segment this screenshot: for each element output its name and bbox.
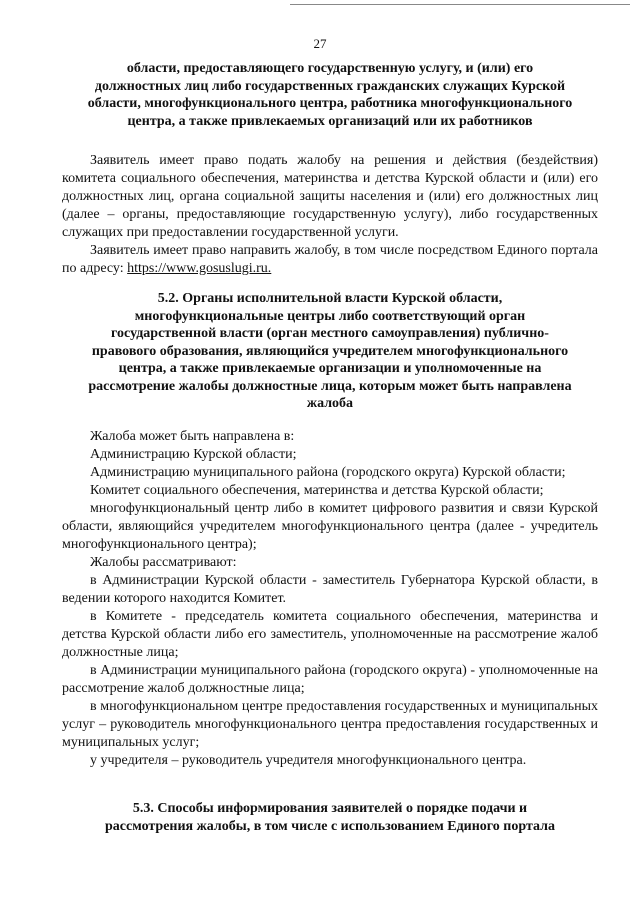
complaint-recipients-section xyxy=(62,428,598,770)
paragraph: многофункциональный центр либо в комитет цифрового развития и связи Курской области, являющийся учредителем многофункционального центра (далее - учредитель многофункционального центра); xyxy=(62,501,598,552)
heading-line: государственной власти (орган местного самоуправления) публично- xyxy=(111,326,549,341)
portal-link[interactable]: https://www.gosuslugi.ru. xyxy=(127,261,272,276)
paragraph: в многофункциональном центре предоставления государственных и муниципальных услуг – руководитель многофункционального центра предоставления государственных и муниципальных услуг; xyxy=(62,699,598,750)
complaint-right-section xyxy=(62,152,598,278)
paragraph xyxy=(62,242,598,278)
heading-line: жалоба xyxy=(306,396,354,411)
paragraph: Администрацию Курской области; xyxy=(90,447,297,462)
paragraph: в Администрации Курской области - заместитель Губернатора Курской области, в ведении которого находится Комитет. xyxy=(62,573,598,606)
heading-line: правового образования, являющийся учредителем многофункционального xyxy=(91,343,569,359)
page-number: 27 xyxy=(313,36,327,51)
paragraph: в Комитете - председатель комитета социального обеспечения, материнства и детства Курской области либо его заместитель, уполномоченные на рассмотрение жалоб должностные лица; xyxy=(62,609,598,660)
heading-line: центра, а также привлекаемых организаций или их работников xyxy=(127,113,533,129)
heading-line: центра, а также привлекаемые организации и уполномоченные на xyxy=(118,361,542,376)
heading-line: должностных лиц либо государственных гражданских служащих Курской xyxy=(94,78,566,94)
paragraph: Комитет социального обеспечения, материнства и детства Курской области; xyxy=(90,483,544,498)
heading-line: 5.2. Органы исполнительной власти Курской области, xyxy=(157,291,503,306)
section-5-3-heading xyxy=(62,800,598,835)
paragraph: у учредителя – руководитель учредителя многофункционального центра. xyxy=(90,753,527,768)
heading-line: рассмотрение жалобы должностные лица, которым может быть направлена xyxy=(88,378,572,394)
paragraph-text: Заявитель имеет право направить жалобу, в том числе посредством Единого портала по адресу: xyxy=(62,243,598,276)
heading-line: рассмотрения жалобы, в том числе с использованием Единого портала xyxy=(105,818,555,834)
paragraph: Администрацию муниципального района (городского округа) Курской области; xyxy=(90,465,566,480)
paragraph: в Администрации муниципального района (городского округа) - уполномоченные на рассмотрение жалоб должностные лица; xyxy=(62,663,598,696)
paragraph: Жалоба может быть направлена в: xyxy=(90,429,295,444)
heading-line: области, многофункционального центра, работника многофункционального xyxy=(87,96,573,111)
header-rule xyxy=(290,4,630,5)
heading-line: области, предоставляющего государственную услугу, и (или) его xyxy=(126,61,534,76)
paragraph: Жалобы рассматривают: xyxy=(90,555,237,570)
heading-line: многофункциональные центры либо соответствующий орган xyxy=(134,308,526,324)
paragraph: Заявитель имеет право подать жалобу на решения и действия (бездействия) комитета социального обеспечения, материнства и детства Курской области и (или) его должностных лиц, органа социальной защиты населения и (или) его должностных лиц (далее – органы, предоставляющие государственную услугу), либо государственных служащих при предоставлении государственной услуги. xyxy=(62,153,598,240)
heading-continuation xyxy=(62,60,598,130)
section-5-2-heading xyxy=(62,290,598,413)
heading-line: 5.3. Способы информирования заявителей о порядке подачи и xyxy=(132,801,528,816)
